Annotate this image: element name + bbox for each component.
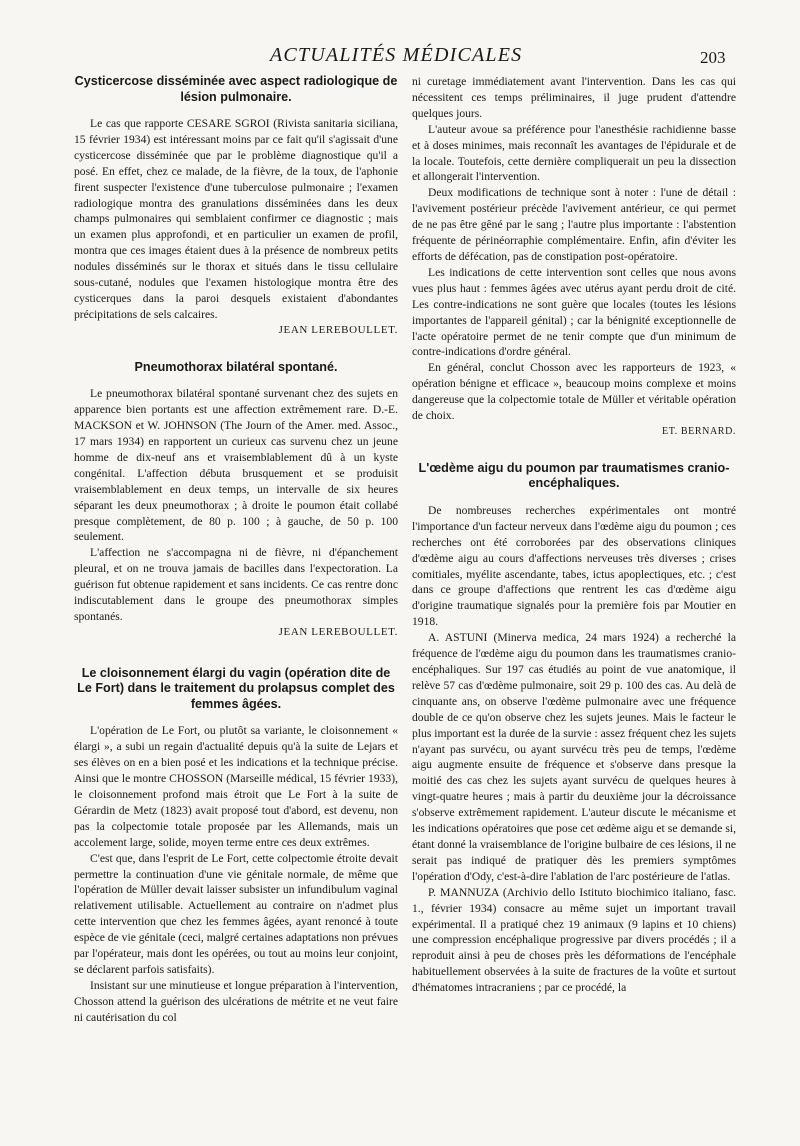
left-column <box>74 74 398 1026</box>
article-signature: JEAN LEREBOULLET. <box>278 323 398 336</box>
article-paragraph: L'opération de Le Fort, ou plutôt sa variante, le cloisonnement « élargi », a subi un regain d'actualité depuis qu'à la suite de Lejars et ses élèves on en a bien posé et les indications et la technique précise. Ainsi que le montre CHOSSON (Marseille médical, 15 février 1933), le cloisonnement profond mais étroit que Le Fort à la suite de Gérardin de Metz (1823) avait proposé tout d'abord, est devenu, non pas la colpectomie totale proposée par les Allemands, mais un accolement large, solide, moyen terme entre ces deux extrêmes. <box>74 724 398 849</box>
article-cysticercose <box>74 74 398 338</box>
article-oedeme-aigu <box>412 461 736 996</box>
article-title: Le cloisonnement élargi du vagin (opération dite de Le Fort) dans le traitement du prolapsus complet des femmes âgées. <box>77 665 395 711</box>
article-title: L'œdème aigu du poumon par traumatismes cranio-encéphaliques. <box>418 460 730 491</box>
article-paragraph: En général, conclut Chosson avec les rapporteurs de 1923, « opération bénigne et efficace », beaucoup moins complexe et moins dangereuse que la colpectomie totale de Müller et véritable opération de choix. <box>412 361 736 423</box>
article-paragraph: Deux modifications de technique sont à noter : l'une de détail : l'avivement postérieur précède l'avivement antérieur, ce qui permet de ne pas être gêné par le sang ; l'autre plus importante : l'abstention fréquente de périnéorraphie complémentaire. Enfin, afin d'éviter les efforts de défécation, pas de constipation post-opératoire. <box>412 186 736 263</box>
article-paragraph: ni curetage immédiatement avant l'intervention. Dans les cas qui nécessitent ces temps préliminaires, il juge prudent d'attendre quelques jours. <box>412 75 736 120</box>
article-cloisonnement <box>74 666 398 1026</box>
article-paragraph: Les indications de cette intervention sont celles que nous avons vues plus haut : femmes âgées avec utérus ayant perdu droit de cité. Les contre-indications ne sont guère que locales (toutes les lésions importantes de l'appareil génital) ; car la bénignité exceptionnelle de l'acte opératoire permet de ne tenir compte que d'un minimum de contre-indications d'ordre général. <box>412 265 736 359</box>
article-pneumothorax <box>74 360 398 640</box>
article-signature: ET. BERNARD. <box>662 425 736 437</box>
article-title: Pneumothorax bilatéral spontané. <box>134 359 338 374</box>
article-paragraph: Le cas que rapporte CESARE SGROI (Rivista sanitaria siciliana, 15 février 1934) est intéressant moins par ce fait qu'il s'agissait d'une cysticercose disséminée que par le problème diagnostique qu'il a posé. En effet, chez ce malade, de la fièvre, de la toux, de l'aphonie firent suspecter l'existence d'une tuberculose pulmonaire ; l'examen radiologique montra des granulations disséminées dans les deux champs pulmonaires qui semblaient confirmer ce diagnostic ; mais un examen plus approfondi, et en particulier un examen de profil, montra que ces images étaient dues à la présence de nombreux petits nodules disséminés sur le thorax et situés dans le tissu cellulaire sous-cutané, nodules que l'examen histologique montra être des cysticerques dans la paroi desquels existaient d'abondantes précipitations de sels calcaires. <box>74 117 398 321</box>
article-paragraph: Insistant sur une minutieuse et longue préparation à l'intervention, Chosson attend la guérison des ulcérations de métrite et ne veut faire ni cautérisation du col <box>74 978 398 1024</box>
article-paragraph: L'affection ne s'accompagna ni de fièvre, ni d'épanchement pleural, et on ne trouva jamais de bacilles dans l'expectoration. La guérison fut obtenue rapidement et sans incidents. Ce cas rentre donc indiscutablement dans le groupe des pneumothorax simples spontanés. <box>74 546 398 623</box>
article-paragraph: P. MANNUZA (Archivio dello Istituto biochimico italiano, fasc. 1., février 1934) consacre au même sujet un important travail expérimental. Il a pratiqué chez 19 animaux (9 lapins et 10 chiens) une compression encéphalique progressive par divers procédés ; il a reproduit ainsi à peu de choses près les déformations de l'encéphale habituellement observées à la suite de fractures de la voûte et surtout d'hématomes intracraniens ; par ce procédé, la <box>412 885 736 995</box>
article-paragraph: L'auteur avoue sa préférence pour l'anesthésie rachidienne basse et à doses minimes, mais reconnaît les avantages de l'épidurale et de la locale. Toutefois, cette dernière compliquerait un peu la dissection et allongerait l'intervention. <box>412 122 736 184</box>
article-paragraph: De nombreuses recherches expérimentales ont montré l'importance d'un facteur nerveux dans l'œdème aigu du poumon ; ces recherches ont été corroborées par des observations cliniques d'œdème aigu au cours d'affections nerveuses très diverses ; crises comitiales, myélite ascendante, tabes, ictus apoplectiques, etc. ; c'est dans ce groupe d'affections que rentrent les cas d'œdème aigu d'origine traumatique signalés pour la première fois par Moutier en 1918. <box>412 503 736 629</box>
article-signature: JEAN LEREBOULLET. <box>278 625 398 638</box>
article-paragraph: Le pneumothorax bilatéral spontané survenant chez des sujets en apparence bien portants est une affection extrêmement rare. D.-E. MACKSON et W. JOHNSON (The Journ of the Amer. med. Assoc., 17 mars 1934) en rapportent un curieux cas survenu chez un jeune homme de dix-neuf ans et vraisemblablement dû à un kyste congénital. L'affection débuta brusquement et se produisit vraisemblablement en deux temps, un intervalle de six heures séparant les deux pneumothorax ; à droite le poumon était collabé presque complètement, de 80 p. 100 ; à gauche, de 50 p. 100 seulement. <box>74 387 398 544</box>
right-column <box>412 74 736 996</box>
article-cloisonnement-continued <box>412 74 736 439</box>
article-paragraph: C'est que, dans l'esprit de Le Fort, cette colpectomie étroite devait permettre la continuation d'une vie génitale normale, de même que l'opération de Müller devait laisser subsister un infundibulum vaginal relativement utilisable. Actuellement au contraire on n'admet plus cette intervention que chez les femmes âgées, ayant renoncé à toute espèce de vie génitale (ceci, malgré certaines adaptations non prévues par l'opérateur, mais dont les opérées, ou tout au moins leur conjoint, se déclarent parfois satisfaits). <box>74 851 398 976</box>
running-head: ACTUALITÉS MÉDICALES <box>270 44 523 66</box>
page-number: 203 <box>700 48 726 67</box>
article-title: Cysticercose disséminée avec aspect radiologique de lésion pulmonaire. <box>74 74 398 104</box>
article-paragraph: A. ASTUNI (Minerva medica, 24 mars 1924) a recherché la fréquence de l'œdème aigu du poumon dans les traumatismes cranio-encéphaliques. Sur 197 cas étudiés au point de vue anatomique, il relève 57 cas d'œdème pulmonaire, soit 29 p. 100 des cas. Au delà de cinquante ans, on observe l'œdème pulmonaire avec une fréquence double de ce qu'on observe chez les sujets jeunes. Mais le facteur le plus important est la durée de la survie : assez fréquent chez les sujets n'ayant pas survécu, ou ayant survécu très peu de temps, l'œdème aigu augmente ensuite de fréquence et s'observe dans presque la moitié des cas chez les sujets ayant survécu de quelques heures à vingt-quatre heures ; mais à partir du deuxième jour la décroissance s'observe extrêmement rapidement. L'auteur discute le mécanisme et les indications opératoires que pose cet œdème aigu et se demande si, étant donné la vraisemblance de l'origine bulbaire de ces lésions, il ne serait pas indiqué de pratiquer dès les premiers symptômes l'opération d'Ody, c'est-à-dire l'ablation de l'arc postérieure de l'atlas. <box>412 631 736 883</box>
